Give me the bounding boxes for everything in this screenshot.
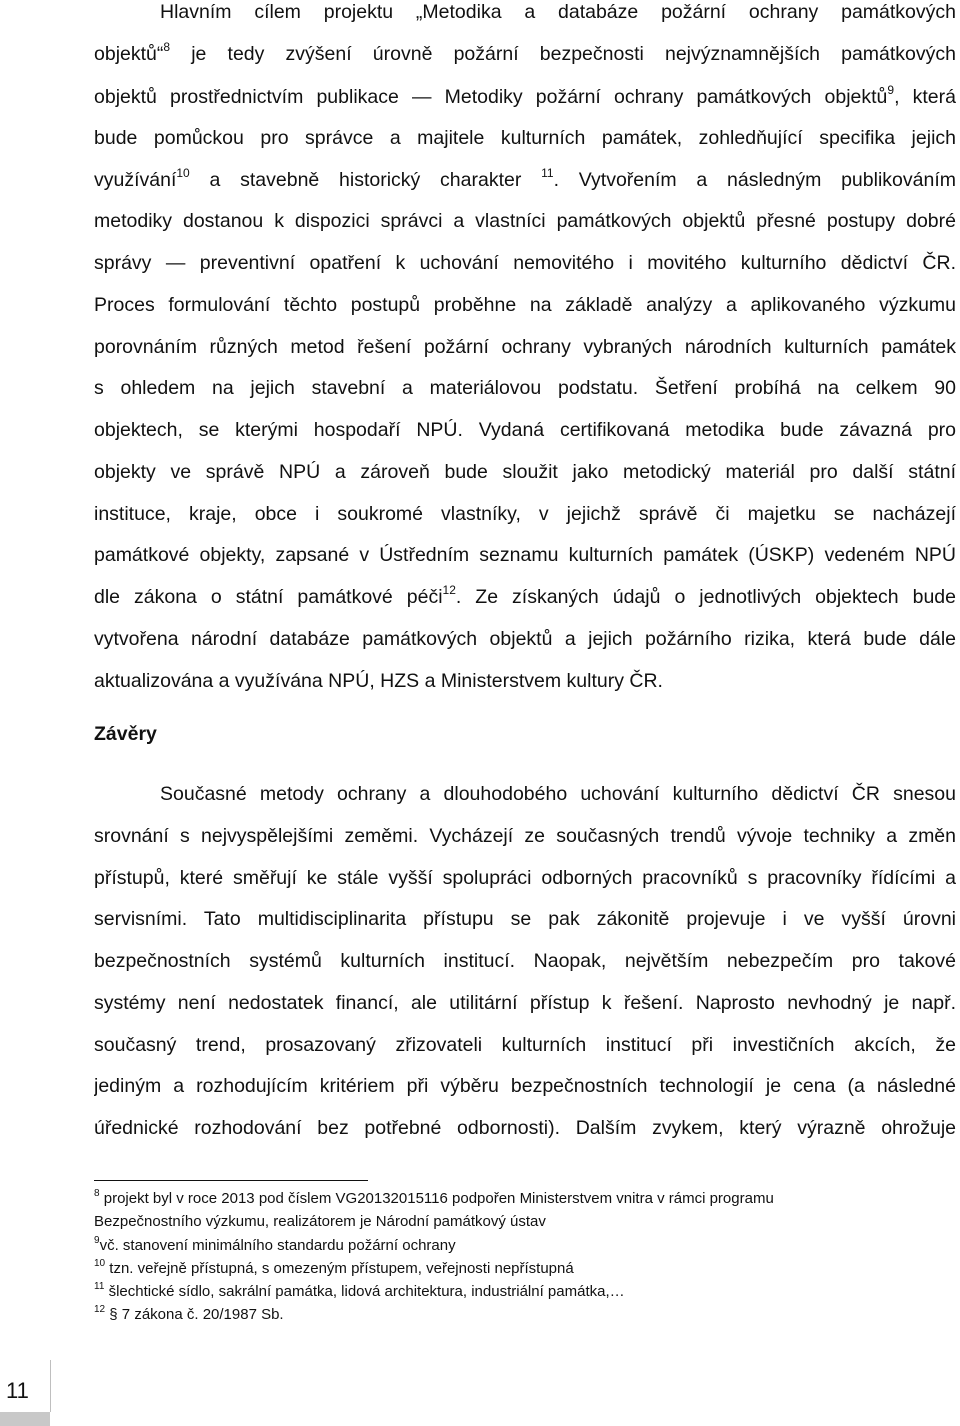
footnote-continuation: Bezpečnostního výzkumu, realizátorem je Národní památkový ústav <box>94 1213 546 1230</box>
body-line: Hlavním cílem projektu „Metodika a databáze požární ochrany památkových <box>160 1 956 23</box>
footnote-separator <box>94 1180 368 1181</box>
body-line: Současné metody ochrany a dlouhodobého uchování kulturního dědictví ČR snesou <box>160 783 956 805</box>
footnote-ref: 12 <box>442 585 456 597</box>
body-line: s ohledem na jejich stavební a materiálovou podstatu. Šetření probíhá na celkem 90 <box>94 377 956 399</box>
body-line: objekty ve správě NPÚ a zároveň bude sloužit jako metodický materiál pro další státní <box>94 461 956 483</box>
body-line: metodiky dostanou k dispozici správci a vlastníci památkových objektů přesné postupy dobré <box>94 210 956 232</box>
section-heading: Závěry <box>94 723 157 745</box>
page-number-rule <box>50 1360 51 1412</box>
body-line: památkové objekty, zapsané v Ústředním seznamu kulturních památek (ÚSKP) vedeném NPÚ <box>94 544 956 566</box>
footnote-number: 10 <box>94 1258 106 1269</box>
body-line: systémy není nedostatek financí, ale utilitární přístup k řešení. Naprosto nevhodný je např. <box>94 992 956 1014</box>
footnote: $^{12}$ § 7 zákona č. 20/1987 Sb. <box>94 1304 284 1323</box>
body-line: instituce, kraje, obce i soukromé vlastníky, v jejichž správě či majetku se nacházejí <box>94 503 956 525</box>
body-line: úřednické rozhodování bez potřebné odbornosti). Dalším zvykem, který výrazně ohrožuje <box>94 1117 956 1139</box>
footnote-number: 9 <box>94 1235 100 1246</box>
body-line: objektů“$^8$ je tedy zvýšení úrovně požární bezpečnosti nejvýznamnějších památkových <box>94 42 956 66</box>
body-line: objektech, se kterými hospodaří NPÚ. Vydaná certifikovaná metodika bude závazná pro <box>94 419 956 441</box>
page-number: 11 <box>6 1378 29 1403</box>
page-number-bar <box>0 1412 50 1426</box>
body-line: porovnáním různých metod řešení požární ochrany vybraných národních kulturních památek <box>94 336 956 358</box>
body-line: vytvořena národní databáze památkových objektů a jejich požárního rizika, která bude dále <box>94 628 956 650</box>
footnote-number: 12 <box>94 1304 106 1315</box>
page-number-box <box>0 1360 50 1420</box>
footnote: $^9$vč. stanovení minimálního standardu požární ochrany <box>94 1235 456 1254</box>
footnote-number: 11 <box>94 1281 105 1292</box>
body-line: servisními. Tato multidisciplinarita přístupu se pak zákonitě projevuje i ve vyšší úrovni <box>94 908 956 930</box>
footnote: $^8$ projekt byl v roce 2013 pod číslem VG20132015116 podpořen Ministerstvem vnitra v rámci programu <box>94 1188 774 1207</box>
body-line: využívání$^{10}$ a stavebně historický charakter $^{11}$. Vytvořením a následným publikováním <box>94 168 956 192</box>
body-line: srovnání s nejvyspělejšími zeměmi. Vycházejí ze současných trendů vývoje techniky a změn <box>94 825 956 847</box>
footnote-number: 8 <box>94 1188 100 1199</box>
body-line: bude pomůckou pro správce a majitele kulturních památek, zohledňující specifika jejich <box>94 127 956 149</box>
body-line: aktualizována a využívána NPÚ, HZS a Ministerstvem kultury ČR. <box>94 670 663 692</box>
footnote: $^{10}$ tzn. veřejně přístupná, s omezeným přístupem, veřejnosti nepřístupná <box>94 1258 574 1277</box>
footnote: $^{11}$ šlechtické sídlo, sakrální památka, lidová architektura, industriální památka,… <box>94 1281 625 1300</box>
body-line: jediným a rozhodujícím kritériem při výběru bezpečnostních technologií je cena (a následné <box>94 1075 956 1097</box>
footnote-ref: 11 <box>541 168 554 180</box>
body-line: bezpečnostních systémů kulturních institucí. Naopak, největším nebezpečím pro takové <box>94 950 956 972</box>
footnote-ref: 9 <box>887 85 895 97</box>
body-line: přístupů, které směřují ke stále vyšší spolupráci odborných pracovníků s pracovníky řídícími a <box>94 867 956 889</box>
body-line: Proces formulování těchto postupů proběhne na základě analýzy a aplikovaného výzkumu <box>94 294 956 316</box>
body-line: dle zákona o státní památkové péči$^{12}$. Ze získaných údajů o jednotlivých objektech bude <box>94 585 956 609</box>
footnote-ref: 8 <box>163 42 171 54</box>
body-line: správy — preventivní opatření k uchování nemovitého i movitého kulturního dědictví ČR. <box>94 252 956 274</box>
body-line: objektů prostřednictvím publikace — Metodiky požární ochrany památkových objektů$^9$, která <box>94 85 956 109</box>
footnote-ref: 10 <box>176 168 190 180</box>
body-line: současný trend, prosazovaný zřizovateli kulturních institucí při investičních akcích, že <box>94 1034 956 1056</box>
